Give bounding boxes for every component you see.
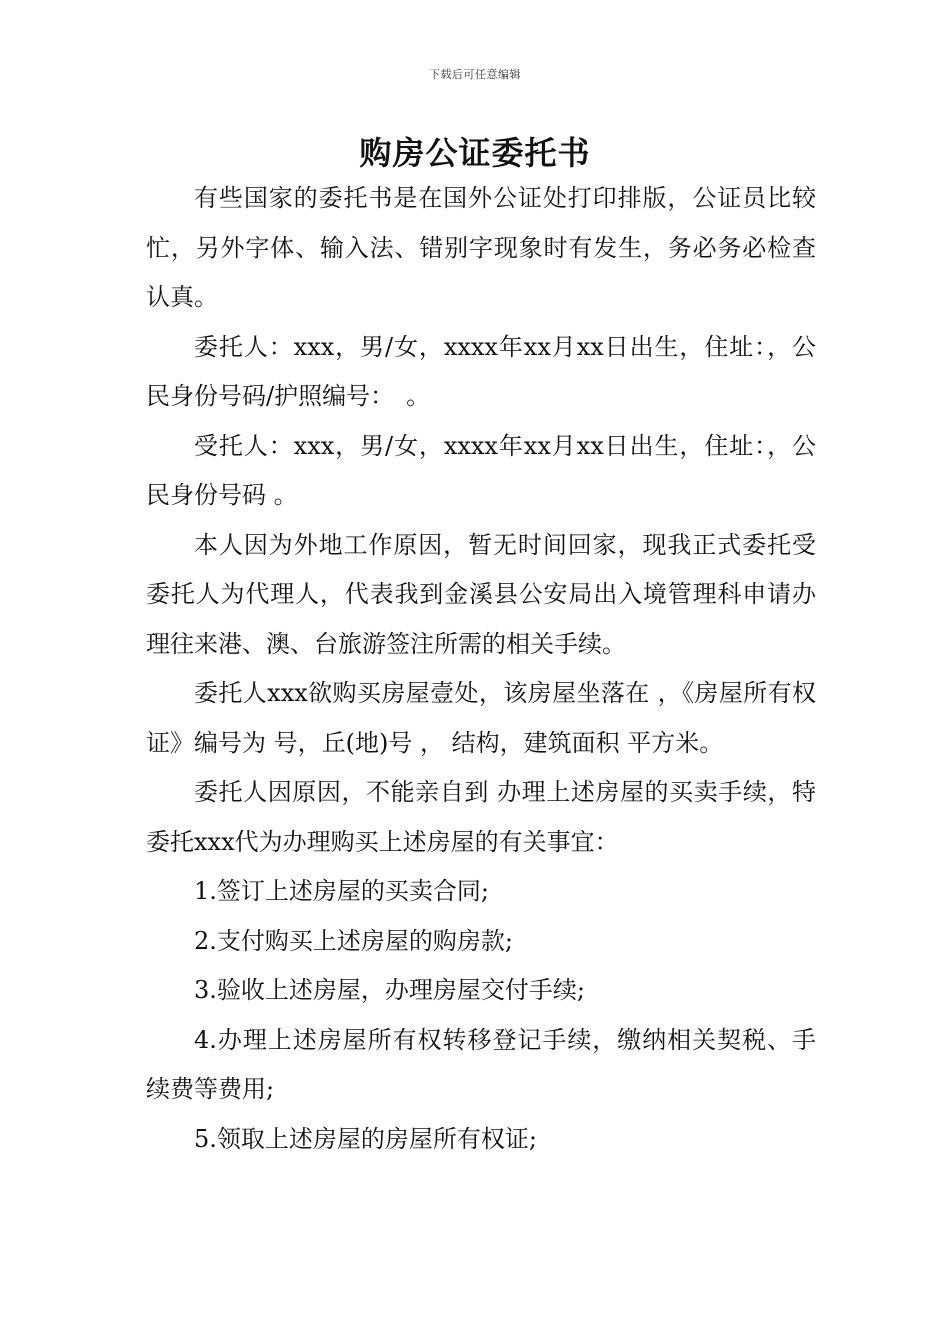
list-item: 1.签订上述房屋的买卖合同; xyxy=(194,877,489,905)
paragraph-agent: 受托人：xxx，男/女，xxxx年xx月xx日出生，住址：，公民身份号码 。 xyxy=(146,431,816,509)
list-item: 3.验收上述房屋，办理房屋交付手续; xyxy=(194,976,585,1004)
paragraph-property: 委托人xxx欲购买房屋壹处，该房屋坐落在 ，《房屋所有权证》编号为 号，丘(地)号 ， 结构，建筑面积 平方米。 xyxy=(146,679,816,757)
header-note: 下载后可任意编辑 xyxy=(429,68,521,81)
list-item: 4.办理上述房屋所有权转移登记手续，缴纳相关契税、手续费等费用; xyxy=(146,1025,816,1103)
document-title: 购房公证委托书 xyxy=(359,134,591,172)
document-body xyxy=(146,174,816,1164)
list-item: 5.领取上述房屋的房屋所有权证; xyxy=(194,1124,537,1153)
paragraph-reason: 本人因为外地工作原因，暂无时间回家，现我正式委托受委托人为代理人，代表我到金溪县公安局出入境管理科申请办理往来港、澳、台旅游签注所需的相关手续。 xyxy=(146,530,816,658)
paragraph-principal: 委托人：xxx，男/女，xxxx年xx月xx日出生，住址：，公民身份号码/护照编号： 。 xyxy=(146,332,816,410)
paragraph-intro: 有些国家的委托书是在国外公证处打印排版，公证员比较忙，另外字体、输入法、错别字现象时有发生，务必务必检查认真。 xyxy=(146,184,816,311)
list-item: 2.支付购买上述房屋的购房款; xyxy=(194,926,513,955)
paragraph-authorization: 委托人因原因，不能亲自到 办理上述房屋的买卖手续，特委托xxx代为办理购买上述房屋的有关事宜： xyxy=(146,778,816,856)
